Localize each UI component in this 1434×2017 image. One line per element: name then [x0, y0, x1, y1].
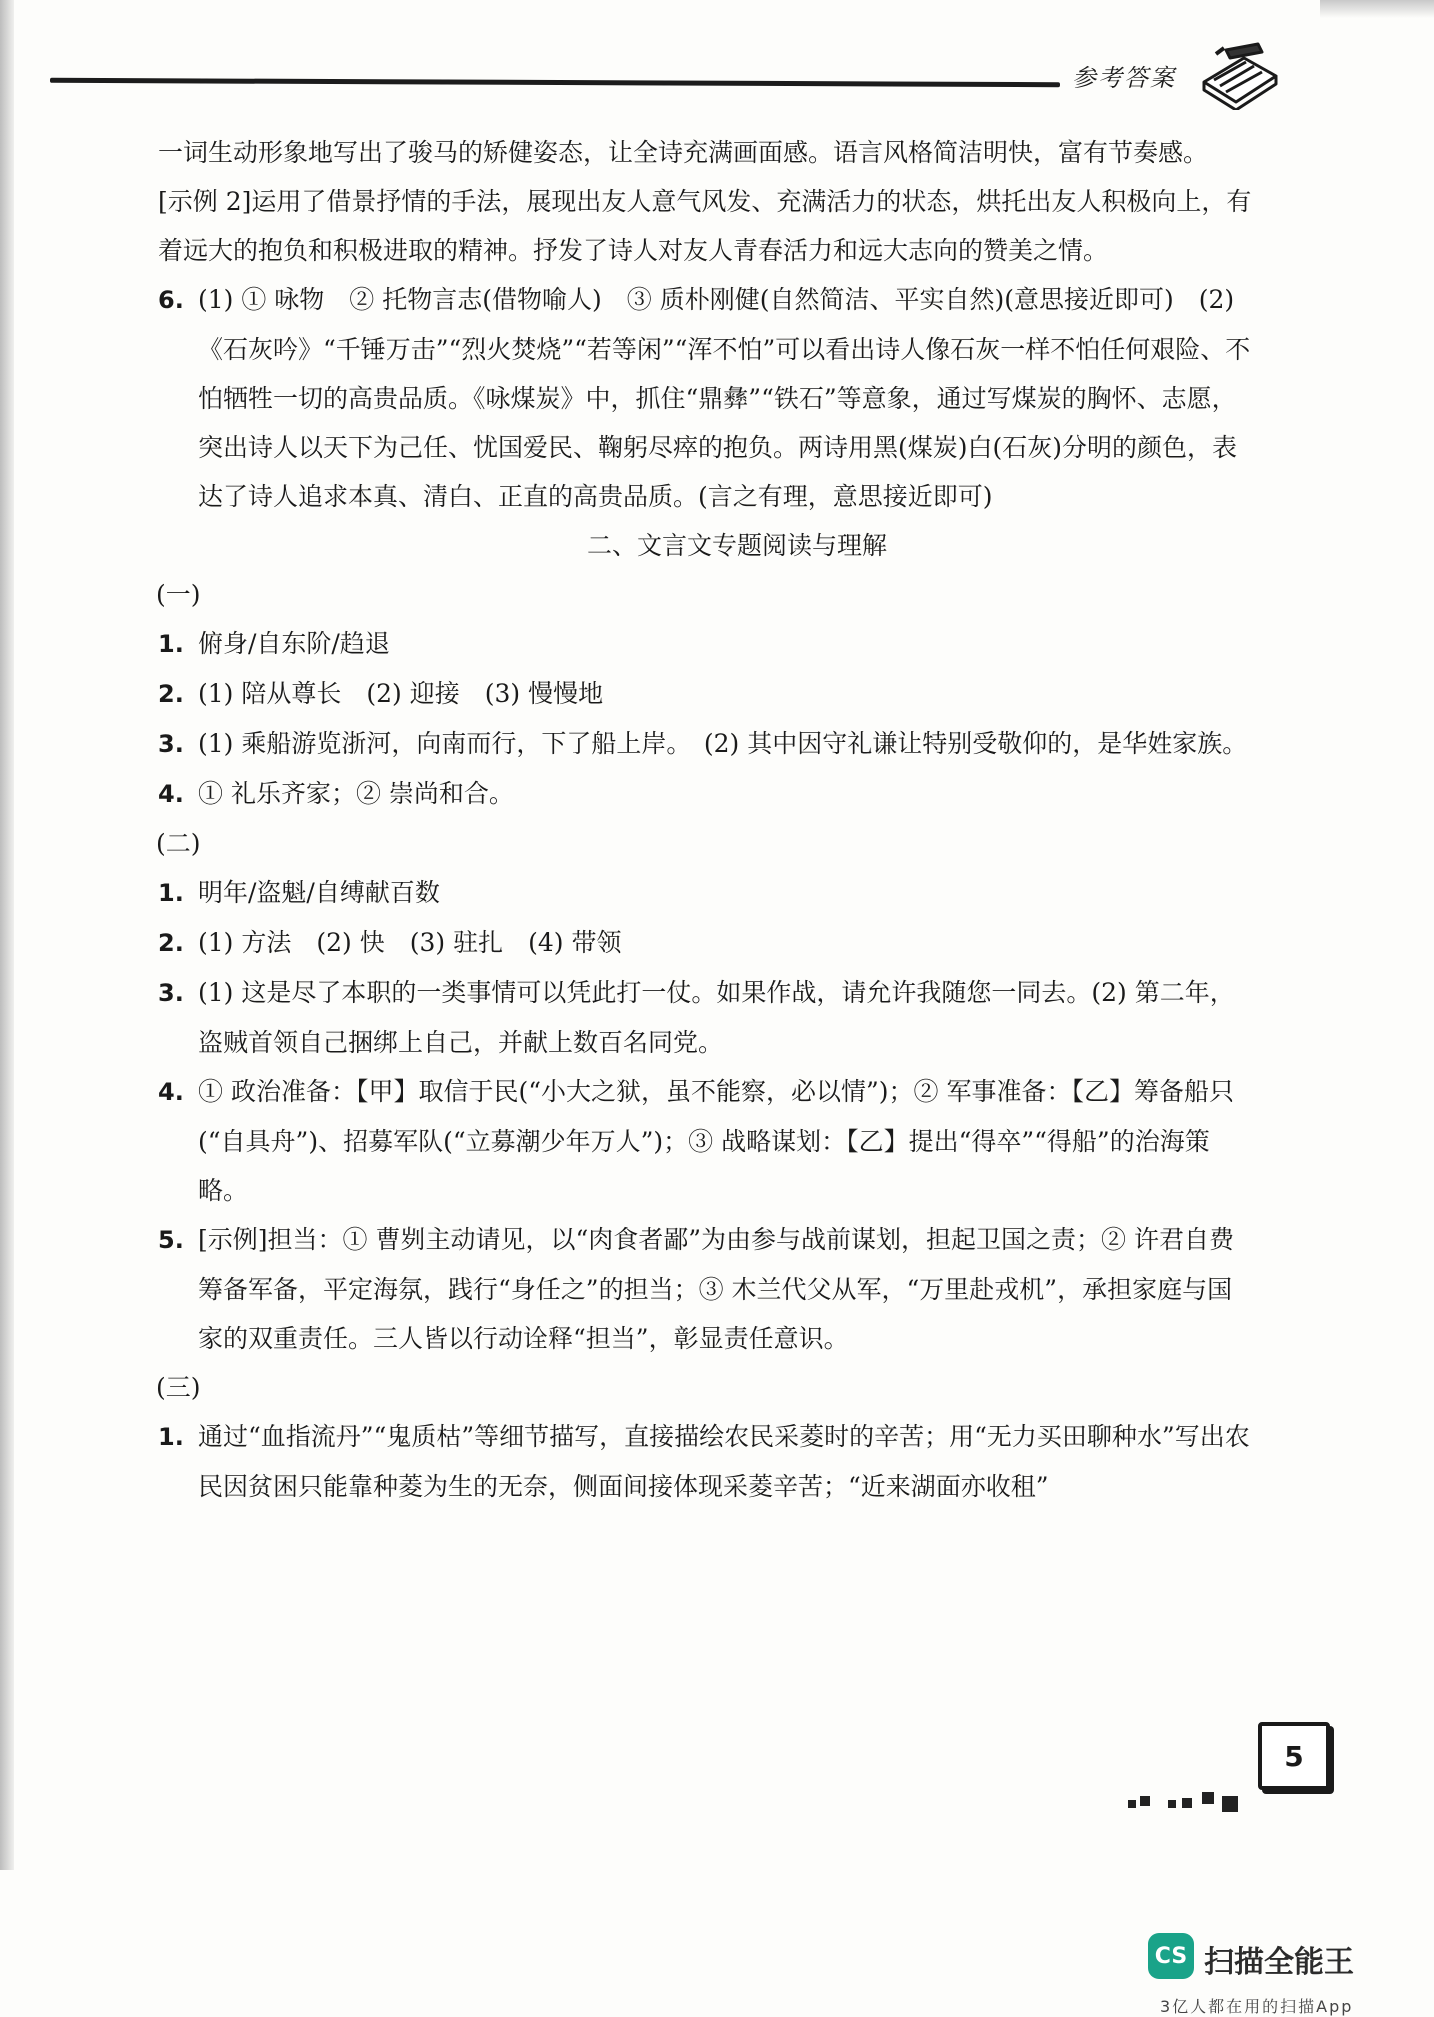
header-title: 参考答案 [1072, 64, 1176, 92]
scan-shadow-left [0, 0, 14, 1870]
answer-item [158, 275, 1256, 521]
item-number: 2. [158, 929, 184, 957]
header-rule [50, 78, 1060, 87]
answer-item [158, 1067, 1256, 1215]
item-number: 1. [158, 630, 184, 658]
item-text: ① 政治准备：【甲】取信于民(“小大之狱，虽不能察，必以情”)；② 军事准备：【乙】筹备船只(“自具舟”)、招募军队(“立募潮少年万人”)；③ 战略谋划：【乙】提出“得卒”“得船”的治海策略。 [198, 1077, 1234, 1205]
item-text: 明年/盗魁/自缚献百数 [198, 878, 440, 907]
scan-shadow-top [1320, 0, 1434, 18]
section-title: 二、文言文专题阅读与理解 [586, 531, 887, 560]
item-text: (1) 方法 (2) 快 (3) 驻扎 (4) 带领 [198, 928, 622, 957]
answer-item [158, 1412, 1256, 1511]
answer-content [158, 128, 1256, 1511]
answer-paragraph: 一词生动形象地写出了骏马的矫健姿态，让全诗充满画面感。语言风格简洁明快，富有节奏感。 [158, 138, 1209, 167]
item-text: [示例]担当：① 曹刿主动请见，以“肉食者鄙”为由参与战前谋划，担起卫国之责；② 许君自费筹备军备，平定海氛，践行“身任之”的担当；③ 木兰代父从军，“万里赴戎机”，承担家庭与国家的双重责任。三人皆以行动诠释“担当”，彰显责任意识。 [198, 1225, 1234, 1353]
item-number: 1. [158, 879, 184, 907]
item-number: 2. [158, 680, 184, 708]
item-number: 4. [158, 1078, 184, 1106]
part-label: (二) [156, 829, 201, 858]
answer-paragraph: [示例 2]运用了借景抒情的手法，展现出友人意气风发、充满活力的状态，烘托出友人积极向上，有着远大的抱负和积极进取的精神。抒发了诗人对友人青春活力和远大志向的赞美之情。 [158, 187, 1252, 265]
item-number: 6. [158, 286, 184, 314]
item-number: 3. [158, 730, 184, 758]
answer-item [158, 868, 1256, 918]
item-number: 5. [158, 1226, 184, 1254]
item-text: 俯身/自东阶/趋退 [198, 629, 390, 658]
item-number: 4. [158, 780, 184, 808]
watermark-tagline: 3亿人都在用的扫描App [1160, 1997, 1354, 2016]
decorative-dots-icon [1128, 1786, 1288, 1812]
item-number: 3. [158, 979, 184, 1007]
page-number: 5 [1258, 1722, 1330, 1790]
answer-item [158, 918, 1256, 968]
answer-item [158, 619, 1256, 669]
watermark-name: 扫描全能王 [1204, 1945, 1354, 1980]
stationery-icon [1196, 40, 1282, 110]
answer-item [158, 968, 1256, 1067]
camscanner-logo-icon: CS [1148, 1933, 1194, 1979]
item-text: (1) 乘船游览浙河，向南而行，下了船上岸。 (2) 其中因守礼谦让特别受敬仰的，是华姓家族。 [198, 729, 1248, 758]
item-number: 1. [158, 1423, 184, 1451]
item-text: (1) ① 咏物 ② 托物言志(借物喻人) ③ 质朴刚健(自然简洁、平实自然)(意思接近即可) (2)《石灰吟》“千锤万击”“烈火焚烧”“若等闲”“浑不怕”可以看出诗人像石灰一样不怕任何艰险、不怕牺牲一切的高贵品质。《咏煤炭》中，抓住“鼎彝”“铁石”等意象，通过写煤炭的胸怀、志愿，突出诗人以天下为己任、忧国爱民、鞠躬尽瘁的抱负。两诗用黑(煤炭)白(石灰)分明的颜色，表达了诗人追求本真、清白、正直的高贵品质。(言之有理，意思接近即可) [198, 285, 1251, 511]
item-text: ① 礼乐齐家；② 崇尚和合。 [198, 779, 514, 808]
part-label: (一) [156, 580, 201, 609]
answer-item [158, 769, 1256, 819]
item-text: (1) 陪从尊长 (2) 迎接 (3) 慢慢地 [198, 679, 604, 708]
item-text: 通过“血指流丹”“鬼质枯”等细节描写，直接描绘农民采菱时的辛苦；用“无力买田聊种水”写出农民因贫困只能靠种菱为生的无奈，侧面间接体现采菱辛苦；“近来湖面亦收租” [198, 1422, 1250, 1501]
answer-item [158, 719, 1256, 769]
item-text: (1) 这是尽了本职的一类事情可以凭此打一仗。如果作战，请允许我随您一同去。(2) 第二年，盗贼首领自己捆绑上自己，并献上数百名同党。 [198, 978, 1235, 1057]
part-label: (三) [156, 1373, 201, 1402]
answer-item [158, 1215, 1256, 1363]
answer-item [158, 669, 1256, 719]
